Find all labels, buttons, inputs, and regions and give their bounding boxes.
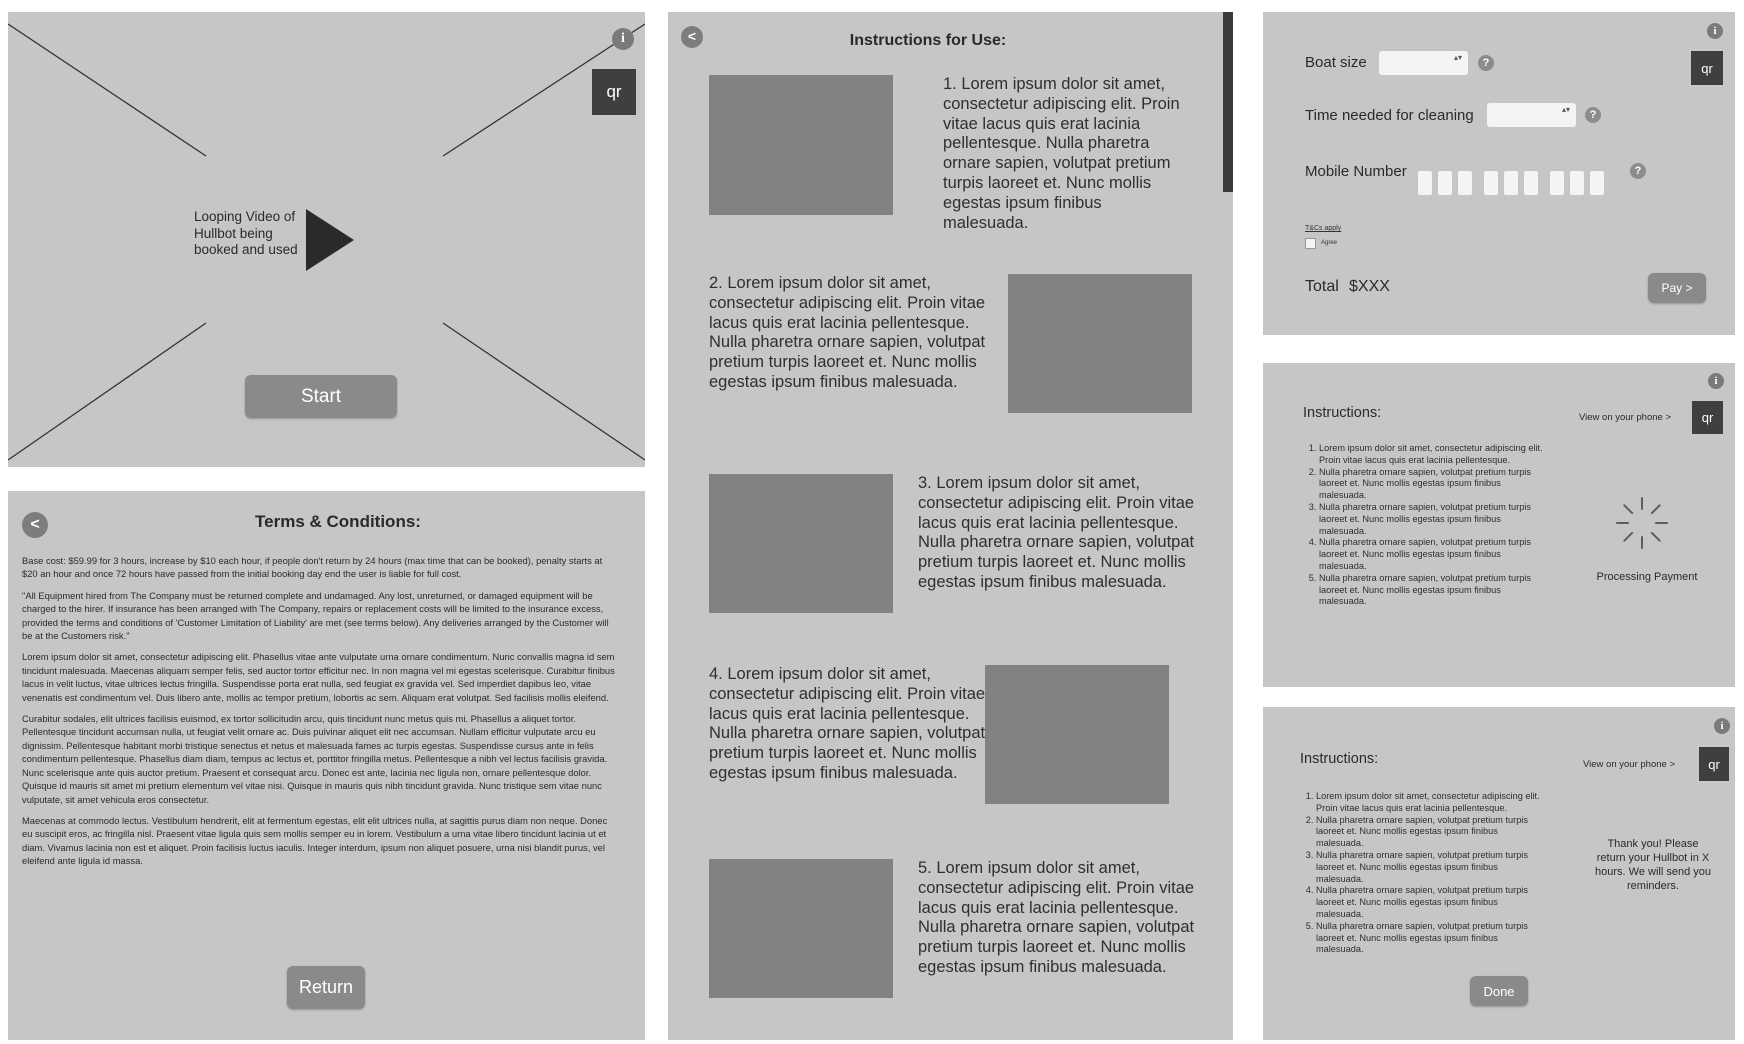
qr-code[interactable]: qr: [1692, 401, 1723, 434]
terms-paragraph: Base cost: $59.99 for 3 hours, increase by $10 each hour, if people don't return by 24 hours (max time that can be booked), penalty starts at $20 an hour and once 72 hours have passed from the initial booking day end the user is liable for full cost.: [22, 555, 603, 580]
mobile-digit-field[interactable]: [1504, 171, 1518, 195]
mobile-digit-field[interactable]: [1524, 171, 1538, 195]
stepper-icon: ▴▾: [1453, 53, 1462, 62]
page-title: Instructions for Use:: [849, 32, 1007, 49]
stepper-icon: ▴▾: [1561, 105, 1570, 114]
step-text: 1. Lorem ipsum dolor sit amet, consectetur adipiscing elit. Proin vitae lacus quis erat lacinia pellentesque. Nulla pharetra ornare sapien, volutpat pretium turpis laoreet et. Nunc mollis egestas ipsum finibus malesuada.: [943, 75, 1180, 232]
list-item: 5. Nulla pharetra ornare sapien, volutpat pretium turpis laoreet et. Nunc mollis egestas ipsum finibus malesuada.: [1319, 573, 1543, 608]
mobile-digit-field[interactable]: [1438, 171, 1452, 195]
list-item: 1. Lorem ipsum dolor sit amet, consectetur adipiscing elit. Proin vitae lacus quis erat lacinia pellentesque.: [1319, 443, 1543, 467]
list-item: 1. Lorem ipsum dolor sit amet, consectetur adipiscing elit. Proin vitae lacus quis erat lacinia pellentesque.: [1316, 791, 1542, 815]
mobile-digit-field[interactable]: [1484, 171, 1498, 195]
start-button[interactable]: Start: [245, 375, 397, 418]
step-image: [709, 859, 893, 998]
video-caption: Looping Video of Hullbot being booked and used: [194, 209, 298, 257]
help-icon[interactable]: ?: [1585, 107, 1601, 123]
mobile-digit-field[interactable]: [1550, 171, 1564, 195]
status-text: Processing Payment: [1596, 571, 1698, 583]
scrollbar[interactable]: [1223, 12, 1233, 192]
boat-size-label: Boat size: [1305, 54, 1367, 71]
list-item: 3. Nulla pharetra ornare sapien, volutpat pretium turpis laoreet et. Nunc mollis egestas ipsum finibus malesuada.: [1316, 850, 1542, 885]
step-image: [985, 665, 1169, 804]
step-text: 5. Lorem ipsum dolor sit amet, consectetur adipiscing elit. Proin vitae lacus quis erat lacinia pellentesque. Nulla pharetra ornare sapien, volutpat pretium turpis laoreet et. Nunc mollis egestas ipsum finibus malesuada.: [918, 859, 1195, 976]
view-on-phone-link[interactable]: View on your phone >: [1579, 412, 1671, 423]
help-icon[interactable]: ?: [1478, 55, 1494, 71]
instructions-screen: [668, 12, 1233, 1040]
list-item: 2. Nulla pharetra ornare sapien, volutpat pretium turpis laoreet et. Nunc mollis egestas ipsum finibus malesuada.: [1316, 815, 1542, 850]
loading-spinner-icon: [1616, 497, 1668, 549]
total-label: Total: [1305, 278, 1339, 295]
back-icon[interactable]: <: [681, 26, 703, 48]
mobile-digit-field[interactable]: [1570, 171, 1584, 195]
qr-code[interactable]: qr: [1699, 747, 1729, 781]
terms-paragraph: Maecenas at commodo lectus. Vestibulum hendrerit, elit at fermentum egestas, elit elit ultrices nulla, at sagittis purus diam non neque. Donec eu suscipit eros, ac fringilla nisl. Praesent vitae ligula quis sem mollis semper eu in lorem. Vestibulum a urna vitae libero tincidunt lacinia ut et diam. Vivamus lacinia non est et aliquet. Proin facilisis luctus iaculis. Integer interdum, ipsum non aliquet posuere, urna nisi blandit purus, vel eleifend ante ligula id massa.: [22, 814, 608, 867]
qr-code[interactable]: qr: [1691, 51, 1723, 85]
list-item: 3. Nulla pharetra ornare sapien, volutpat pretium turpis laoreet et. Nunc mollis egestas ipsum finibus malesuada.: [1319, 502, 1543, 537]
terms-body: [22, 554, 620, 876]
return-button[interactable]: Return: [287, 966, 365, 1009]
step-text: 4. Lorem ipsum dolor sit amet, consectetur adipiscing elit. Proin vitae lacus quis erat lacinia pellentesque. Nulla pharetra ornare sapien, volutpat pretium turpis laoreet et. Nunc mollis egestas ipsum finibus malesuada.: [709, 665, 986, 782]
list-item: 4. Nulla pharetra ornare sapien, volutpat pretium turpis laoreet et. Nunc mollis egestas ipsum finibus malesuada.: [1316, 885, 1542, 920]
step-text: 2. Lorem ipsum dolor sit amet, consectetur adipiscing elit. Proin vitae lacus quis erat lacinia pellentesque. Nulla pharetra ornare sapien, volutpat pretium turpis laoreet et. Nunc mollis egestas ipsum finibus malesuada.: [709, 274, 986, 391]
booking-screen: [1263, 12, 1735, 335]
agree-label: Agree: [1321, 240, 1338, 246]
instructions-list: [1305, 443, 1543, 608]
boat-size-select[interactable]: [1379, 51, 1468, 75]
list-item: 2. Nulla pharetra ornare sapien, volutpat pretium turpis laoreet et. Nunc mollis egestas ipsum finibus malesuada.: [1319, 467, 1543, 502]
total-value: $XXX: [1349, 278, 1390, 295]
info-icon[interactable]: i: [612, 28, 634, 50]
info-icon[interactable]: i: [1708, 373, 1724, 389]
agree-checkbox[interactable]: [1305, 238, 1316, 249]
time-select[interactable]: [1487, 103, 1576, 127]
thank-you-message: Thank you! Please return your Hullbot in X hours. We will send you reminders.: [1595, 838, 1711, 892]
info-icon[interactable]: i: [1707, 23, 1723, 39]
tcs-link[interactable]: T&Cs apply: [1305, 225, 1342, 232]
instructions-list: [1302, 791, 1542, 956]
time-label: Time needed for cleaning: [1305, 107, 1474, 124]
list-item: 4. Nulla pharetra ornare sapien, volutpat pretium turpis laoreet et. Nunc mollis egestas ipsum finibus malesuada.: [1319, 537, 1543, 572]
instructions-title: Instructions:: [1303, 405, 1382, 421]
pay-button[interactable]: Pay >: [1648, 273, 1706, 303]
step-image: [709, 75, 893, 215]
back-icon[interactable]: <: [22, 512, 48, 538]
page-title: Terms & Conditions:: [255, 512, 421, 531]
list-item: 5. Nulla pharetra ornare sapien, volutpat pretium turpis laoreet et. Nunc mollis egestas ipsum finibus malesuada.: [1316, 921, 1542, 956]
welcome-screen: [8, 12, 645, 467]
done-button[interactable]: Done: [1470, 976, 1528, 1006]
mobile-digit-field[interactable]: [1590, 171, 1604, 195]
play-icon[interactable]: [306, 209, 356, 273]
mobile-digit-field[interactable]: [1418, 171, 1432, 195]
mobile-digit-field[interactable]: [1458, 171, 1472, 195]
instructions-title: Instructions:: [1300, 751, 1379, 767]
step-text: 3. Lorem ipsum dolor sit amet, consectetur adipiscing elit. Proin vitae lacus quis erat lacinia pellentesque. Nulla pharetra ornare sapien, volutpat pretium turpis laoreet et. Nunc mollis egestas ipsum finibus malesuada.: [918, 474, 1195, 591]
mobile-label: Mobile Number: [1305, 163, 1407, 180]
terms-paragraph: Lorem ipsum dolor sit amet, consectetur adipiscing elit. Phasellus vitae ante vulputate urna ornare condimentum. Nunc convallis magna id sem tincidunt malesuada. Maecenas aliquam semper felis, sed auctor tortor efficitur nec. In non magna vel mi egestas scelerisque. Curabitur finibus lacus in velit luctus, vitae ultrices lectus fringilla. Suspendisse porta erat nulla, sed feugiat ex gravida vel. Sed imperdiet dapibus leo, vitae venenatis est condimentum vel. Duis libero ante, mollis ac tempor pretium, lobortis ac sem. Aliquam erat volutpat. Sed facilisis mollis eleifend.: [22, 651, 615, 703]
qr-code[interactable]: qr: [592, 69, 636, 115]
step-image: [709, 474, 893, 613]
help-icon[interactable]: ?: [1630, 163, 1646, 179]
terms-paragraph: "All Equipment hired from The Company must be returned complete and undamaged. Any lost, unreturned, or damaged equipment will be charged to the hirer. If insurance has been arranged with The Company, repairs or replacement costs will be limited to the insurance excess, provided the terms and conditions of 'Customer Limitation of Liability' are met (see terms below). Any deliveries arranged by the Customer will be at the Customers risk.": [22, 589, 609, 642]
view-on-phone-link[interactable]: View on your phone >: [1583, 759, 1675, 770]
done-screen: [1263, 707, 1735, 1040]
info-icon[interactable]: i: [1714, 718, 1730, 734]
terms-paragraph: Curabitur sodales, elit ultrices facilisis euismod, ex tortor sollicitudin arcu, quis tincidunt nunc metus quis mi. Phasellus a aliquet tortor. Pellentesque tincidunt accumsan nulla, ut feugiat velit ornare ac. Duis pulvinar aliquet elit nec accumsan. Nullam efficitur vulputate arcu eu dignissim. Pellentesque habitant morbi tristique senectus et netus et malesuada fames ac turpis egestas. Suspendisse cursus ante in felis condimentum pellentesque. Phasellus diam diam, tempus ac lectus et, porttitor fringilla metus. Pellentesque a nibh vel lectus facilisis gravida. Nunc scelerisque ante quis auctor pretium. Praesent et consequat arcu. Donec est ante, lacinia nec ligula non, ornare pellentesque dolor. Quisque id mauris sit amet mi pretium elementum vel vitae nisi. Quisque in mauris quis nibh tincidunt gravida. Nunc tristique sem vitae nunc vulputate, sit amet vehicula eros consectetur.: [22, 713, 608, 805]
processing-screen: [1263, 363, 1735, 687]
step-image: [1008, 274, 1192, 413]
